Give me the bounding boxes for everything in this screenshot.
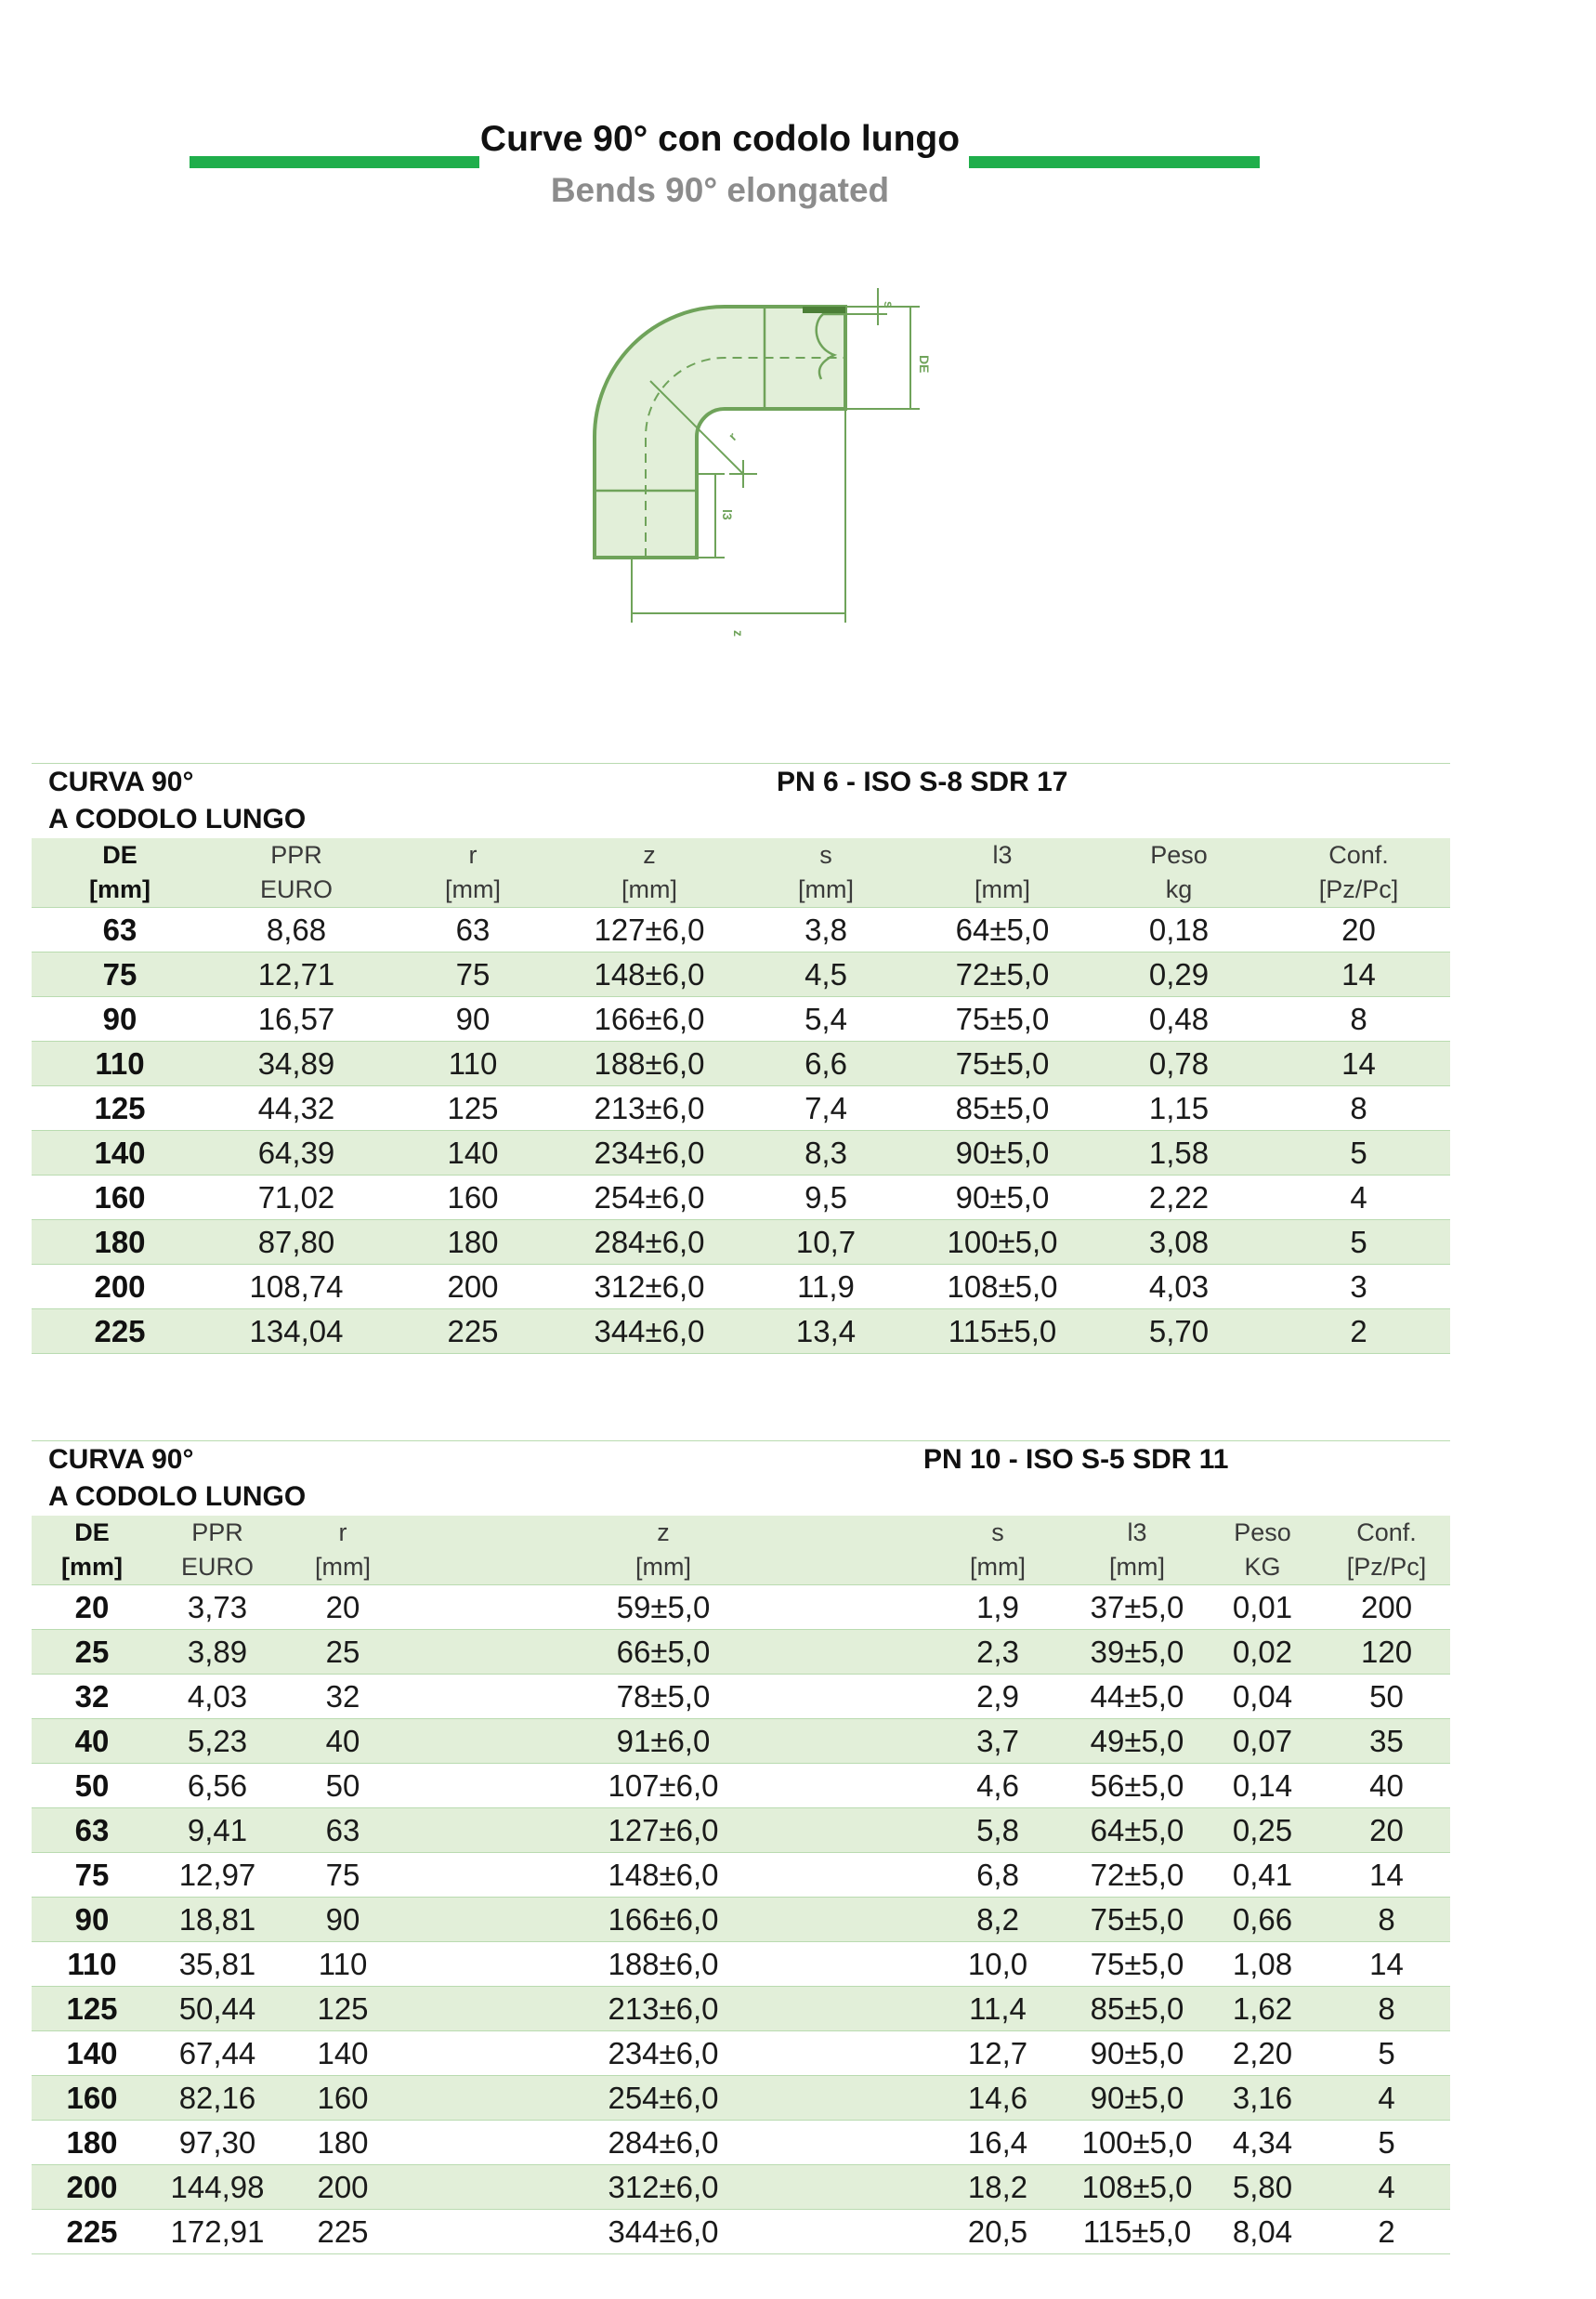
table-cell: 97,30: [152, 2121, 282, 2165]
table-cell: 234±6,0: [561, 1131, 738, 1176]
header-line: l3: [1127, 1518, 1147, 1546]
table-cell: 5,8: [923, 1808, 1072, 1853]
header-line: PPR: [270, 841, 322, 869]
header-line: Peso: [1234, 1518, 1291, 1546]
table-cell: 284±6,0: [561, 1220, 738, 1265]
table-cell: 0,01: [1202, 1585, 1323, 1630]
table-cell: 180: [32, 2121, 152, 2165]
table-cell: 4: [1323, 2076, 1450, 2121]
table-row: [32, 1086, 1450, 1131]
table-cell: 0,29: [1091, 952, 1267, 997]
column-header: [32, 838, 208, 908]
column-header: [32, 1516, 152, 1585]
table-cell: 14: [1323, 1942, 1450, 1987]
table-cell: 16,4: [923, 2121, 1072, 2165]
table-cell: 16,57: [208, 997, 385, 1042]
table-caption-2: A CODOLO LUNGO: [48, 1481, 307, 1512]
table-cell: 12,97: [152, 1853, 282, 1898]
table-row: [32, 1042, 1450, 1086]
table-cell: 8,2: [923, 1898, 1072, 1942]
header-line: EURO: [180, 1553, 254, 1581]
table-cell: 4,03: [152, 1675, 282, 1719]
table-cell: 172,91: [152, 2210, 282, 2254]
table-cell: 90: [32, 1898, 152, 1942]
table-cell: 12,71: [208, 952, 385, 997]
pressure-class: PN 10 - ISO S-5 SDR 11: [923, 1441, 1450, 1479]
table-cell: 1,08: [1202, 1942, 1323, 1987]
table-cell: 44,32: [208, 1086, 385, 1131]
table-cell: 75±5,0: [1072, 1898, 1202, 1942]
table-cell: 8: [1267, 1086, 1450, 1131]
table-row: [32, 2121, 1450, 2165]
table-cell: 2: [1267, 1309, 1450, 1354]
table-cell: 234±6,0: [403, 2031, 923, 2076]
table-cell: 14: [1267, 1042, 1450, 1086]
table-cell: 49±5,0: [1072, 1719, 1202, 1764]
table-cell: 115±5,0: [914, 1309, 1091, 1354]
table-cell: 200: [32, 2165, 152, 2210]
table-cell: 0,18: [1091, 908, 1267, 952]
table-cell: 9,5: [738, 1176, 914, 1220]
header-line: PPR: [191, 1518, 243, 1546]
header-line: [Pz/Pc]: [1346, 1553, 1427, 1581]
header-line: [mm]: [798, 875, 854, 903]
table-cell: 3,73: [152, 1585, 282, 1630]
table-cell: 2,20: [1202, 2031, 1323, 2076]
table-cell: 5,23: [152, 1719, 282, 1764]
header-line: [mm]: [970, 1553, 1026, 1581]
table-row: [32, 1265, 1450, 1309]
table-cell: 1,58: [1091, 1131, 1267, 1176]
table-cell: 75: [32, 1853, 152, 1898]
table-cell: 225: [385, 1309, 561, 1354]
table-cell: 85±5,0: [914, 1086, 1091, 1131]
table-cell: 85±5,0: [1072, 1987, 1202, 2031]
table-cell: 90±5,0: [914, 1176, 1091, 1220]
table-cell: 44±5,0: [1072, 1675, 1202, 1719]
table-cell: 90: [282, 1898, 403, 1942]
column-header: [923, 1516, 1072, 1585]
table-cell: 50: [32, 1764, 152, 1808]
column-header: [1072, 1516, 1202, 1585]
table-cell: 0,48: [1091, 997, 1267, 1042]
header-line: [mm]: [315, 1553, 371, 1581]
table-cell: 63: [385, 908, 561, 952]
header-line: z: [643, 841, 656, 869]
table-cell: 12,7: [923, 2031, 1072, 2076]
table-cell: 120: [1323, 1630, 1450, 1675]
table-cell: 108±5,0: [914, 1265, 1091, 1309]
table-cell: 3,7: [923, 1719, 1072, 1764]
table-cell: 108±5,0: [1072, 2165, 1202, 2210]
table-cell: 5,70: [1091, 1309, 1267, 1354]
table-cell: 6,6: [738, 1042, 914, 1086]
table-cell: 5: [1267, 1131, 1450, 1176]
table-cell: 1,9: [923, 1585, 1072, 1630]
table-row: [32, 1131, 1450, 1176]
table-cell: 2,22: [1091, 1176, 1267, 1220]
bend-body: [595, 307, 845, 558]
table-cell: 115±5,0: [1072, 2210, 1202, 2254]
table-row: [32, 997, 1450, 1042]
table-cell: 40: [1323, 1764, 1450, 1808]
table-cell: 344±6,0: [561, 1309, 738, 1354]
table-cell: 200: [1323, 1585, 1450, 1630]
table-cell: 75±5,0: [914, 997, 1091, 1042]
table-cell: 35,81: [152, 1942, 282, 1987]
table-cell: 10,0: [923, 1942, 1072, 1987]
table-body: [32, 908, 1450, 1354]
table-cell: 78±5,0: [403, 1675, 923, 1719]
table-cell: 3,08: [1091, 1220, 1267, 1265]
table-cell: 0,07: [1202, 1719, 1323, 1764]
column-header: [282, 1516, 403, 1585]
bend-drawing: [595, 301, 957, 650]
table-cell: 63: [282, 1808, 403, 1853]
table-cell: 64±5,0: [1072, 1808, 1202, 1853]
table-cell: 25: [32, 1630, 152, 1675]
table-cell: 148±6,0: [403, 1853, 923, 1898]
table-cell: 90±5,0: [1072, 2031, 1202, 2076]
table-cell: 1,62: [1202, 1987, 1323, 2031]
table-pn10: [32, 1440, 1450, 2254]
table-cell: 225: [32, 1309, 208, 1354]
header-line: s: [819, 841, 832, 869]
page-subtitle: Bends 90° elongated: [550, 171, 890, 209]
table-cell: 63: [32, 908, 208, 952]
column-header: [208, 838, 385, 908]
table-cell: 8: [1267, 997, 1450, 1042]
label-l3: l3: [720, 509, 735, 520]
table-cell: 312±6,0: [403, 2165, 923, 2210]
table-cell: 107±6,0: [403, 1764, 923, 1808]
table-row: [32, 1719, 1450, 1764]
table-cell: 90±5,0: [914, 1131, 1091, 1176]
table-cell: 5: [1323, 2031, 1450, 2076]
table-cell: 2,3: [923, 1630, 1072, 1675]
table-cell: 72±5,0: [914, 952, 1091, 997]
table-cell: 160: [32, 1176, 208, 1220]
table-cell: 13,4: [738, 1309, 914, 1354]
table-cell: 34,89: [208, 1042, 385, 1086]
table-row: [32, 1585, 1450, 1630]
table-cell: 4,6: [923, 1764, 1072, 1808]
header-line: z: [657, 1518, 670, 1546]
table-cell: 125: [385, 1086, 561, 1131]
column-headers: [32, 838, 1450, 908]
column-header: [1202, 1516, 1323, 1585]
table-row: [32, 1898, 1450, 1942]
table-cell: 3,16: [1202, 2076, 1323, 2121]
table-cell: 56±5,0: [1072, 1764, 1202, 1808]
table-cell: 180: [385, 1220, 561, 1265]
table-cell: 90: [385, 997, 561, 1042]
table-cell: 18,81: [152, 1898, 282, 1942]
table-cell: 18,2: [923, 2165, 1072, 2210]
table-cell: 0,66: [1202, 1898, 1323, 1942]
table-cell: 63: [32, 1808, 152, 1853]
table-cell: 144,98: [152, 2165, 282, 2210]
header-line: [mm]: [1109, 1553, 1165, 1581]
table-cell: 14: [1267, 952, 1450, 997]
table-cell: 25: [282, 1630, 403, 1675]
table-cell: 9,41: [152, 1808, 282, 1853]
header-line: [mm]: [89, 875, 150, 903]
table-cell: 3,8: [738, 908, 914, 952]
label-de: DE: [917, 355, 932, 374]
table-row: [32, 1987, 1450, 2031]
table-cell: 6,56: [152, 1764, 282, 1808]
table-cell: 225: [32, 2210, 152, 2254]
table-cell: 75: [32, 952, 208, 997]
table-cell: 188±6,0: [403, 1942, 923, 1987]
table-body: [32, 1585, 1450, 2254]
table-cell: 0,78: [1091, 1042, 1267, 1086]
table-cell: 20: [1267, 908, 1450, 952]
table-cell: 100±5,0: [914, 1220, 1091, 1265]
table-row: [32, 2165, 1450, 2210]
table-cell: 20: [282, 1585, 403, 1630]
table-cell: 50,44: [152, 1987, 282, 2031]
table-cell: 11,9: [738, 1265, 914, 1309]
table-cell: 0,25: [1202, 1808, 1323, 1853]
table-cell: 4,34: [1202, 2121, 1323, 2165]
table-cell: 110: [385, 1042, 561, 1086]
table-cell: 125: [32, 1987, 152, 2031]
table-cell: 20: [1323, 1808, 1450, 1853]
table-row: [32, 1309, 1450, 1354]
table-cell: 110: [32, 1042, 208, 1086]
table-row: [32, 1675, 1450, 1719]
column-headers: [32, 1516, 1450, 1585]
column-header: [152, 1516, 282, 1585]
table-cell: 10,7: [738, 1220, 914, 1265]
table-cell: 75: [282, 1853, 403, 1898]
table-cell: 140: [385, 1131, 561, 1176]
table-row: [32, 1176, 1450, 1220]
table-cell: 312±6,0: [561, 1265, 738, 1309]
page-title: Curve 90° con codolo lungo: [479, 119, 961, 159]
label-z: z: [731, 630, 746, 637]
table-caption-2: A CODOLO LUNGO: [48, 804, 307, 834]
column-header: [738, 838, 914, 908]
header-line: Conf.: [1356, 1518, 1417, 1546]
header-line: [mm]: [445, 875, 501, 903]
column-header: [561, 838, 738, 908]
table-row: [32, 1220, 1450, 1265]
table-cell: 2,9: [923, 1675, 1072, 1719]
table-cell: 4,03: [1091, 1265, 1267, 1309]
table-cell: 110: [32, 1942, 152, 1987]
table-cell: 254±6,0: [403, 2076, 923, 2121]
table-cell: 82,16: [152, 2076, 282, 2121]
table-row: [32, 908, 1450, 952]
table-cell: 8: [1323, 1987, 1450, 2031]
table-cell: 91±6,0: [403, 1719, 923, 1764]
table-row: [32, 1853, 1450, 1898]
table-cell: 0,41: [1202, 1853, 1323, 1898]
table-cell: 4: [1267, 1176, 1450, 1220]
table-cell: 5: [1323, 2121, 1450, 2165]
table-cell: 1,15: [1091, 1086, 1267, 1131]
header-line: DE: [102, 841, 137, 869]
table-cell: 166±6,0: [561, 997, 738, 1042]
header-line: kg: [1165, 875, 1193, 903]
table-cell: 180: [32, 1220, 208, 1265]
header-line: [Pz/Pc]: [1318, 875, 1399, 903]
table-cell: 160: [385, 1176, 561, 1220]
column-header: [1267, 838, 1450, 908]
table-cell: 200: [32, 1265, 208, 1309]
table-cell: 127±6,0: [561, 908, 738, 952]
header-line: [mm]: [621, 875, 677, 903]
header-line: [mm]: [975, 875, 1030, 903]
table-cell: 32: [32, 1675, 152, 1719]
table-cell: 108,74: [208, 1265, 385, 1309]
table-cell: 64±5,0: [914, 908, 1091, 952]
table-cell: 0,14: [1202, 1764, 1323, 1808]
table-cell: 5,4: [738, 997, 914, 1042]
table-row: [32, 2210, 1450, 2254]
table-cell: 148±6,0: [561, 952, 738, 997]
table-cell: 166±6,0: [403, 1898, 923, 1942]
table-cell: 67,44: [152, 2031, 282, 2076]
table-cell: 14,6: [923, 2076, 1072, 2121]
table-cell: 66±5,0: [403, 1630, 923, 1675]
table-cell: 127±6,0: [403, 1808, 923, 1853]
table-cell: 5,80: [1202, 2165, 1323, 2210]
table-cell: 284±6,0: [403, 2121, 923, 2165]
table-cell: 200: [282, 2165, 403, 2210]
table-row: [32, 1630, 1450, 1675]
table-cell: 134,04: [208, 1309, 385, 1354]
table-cell: 35: [1323, 1719, 1450, 1764]
column-header: [1323, 1516, 1450, 1585]
table-cell: 125: [32, 1086, 208, 1131]
table-cell: 8,04: [1202, 2210, 1323, 2254]
table-cell: 160: [282, 2076, 403, 2121]
table-cell: 100±5,0: [1072, 2121, 1202, 2165]
table-cell: 50: [282, 1764, 403, 1808]
table-cell: 90: [32, 997, 208, 1042]
table-cell: 90±5,0: [1072, 2076, 1202, 2121]
table-cell: 87,80: [208, 1220, 385, 1265]
table-cell: 225: [282, 2210, 403, 2254]
table-caption: CURVA 90°: [32, 1441, 923, 1479]
table-cell: 4,5: [738, 952, 914, 997]
table-cell: 64,39: [208, 1131, 385, 1176]
table-cell: 20: [32, 1585, 152, 1630]
table-row: [32, 2031, 1450, 2076]
header-line: EURO: [259, 875, 333, 903]
column-header: [403, 1516, 923, 1585]
table-caption: CURVA 90°: [32, 764, 738, 802]
table-cell: 39±5,0: [1072, 1630, 1202, 1675]
header-line: DE: [74, 1518, 110, 1546]
table-cell: 344±6,0: [403, 2210, 923, 2254]
table-row: [32, 1808, 1450, 1853]
header-line: r: [338, 1518, 347, 1546]
table-row: [32, 1764, 1450, 1808]
table-cell: 140: [32, 1131, 208, 1176]
header-line: KG: [1244, 1553, 1281, 1581]
table-cell: 20,5: [923, 2210, 1072, 2254]
table-cell: 3: [1267, 1265, 1450, 1309]
header-line: [mm]: [61, 1553, 123, 1581]
table-cell: 5: [1267, 1220, 1450, 1265]
table-cell: 59±5,0: [403, 1585, 923, 1630]
table-cell: 8: [1323, 1898, 1450, 1942]
header-line: r: [468, 841, 477, 869]
table-cell: 14: [1323, 1853, 1450, 1898]
table-cell: 140: [32, 2031, 152, 2076]
table-cell: 40: [282, 1719, 403, 1764]
header-line: l3: [992, 841, 1013, 869]
table-cell: 72±5,0: [1072, 1853, 1202, 1898]
label-s: s: [882, 301, 896, 309]
column-header: [385, 838, 561, 908]
table-cell: 2: [1323, 2210, 1450, 2254]
header-line: Conf.: [1328, 841, 1389, 869]
table-cell: 200: [385, 1265, 561, 1309]
column-header: [914, 838, 1091, 908]
label-r: r: [725, 428, 739, 444]
table-row: [32, 1942, 1450, 1987]
table-cell: 180: [282, 2121, 403, 2165]
table-cell: 75±5,0: [914, 1042, 1091, 1086]
table-cell: 50: [1323, 1675, 1450, 1719]
table-cell: 213±6,0: [403, 1987, 923, 2031]
table-cell: 3,89: [152, 1630, 282, 1675]
table-cell: 71,02: [208, 1176, 385, 1220]
header-line: s: [991, 1518, 1004, 1546]
table-cell: 8,3: [738, 1131, 914, 1176]
header-line: [mm]: [635, 1553, 691, 1581]
table-cell: 0,02: [1202, 1630, 1323, 1675]
table-cell: 213±6,0: [561, 1086, 738, 1131]
table-cell: 11,4: [923, 1987, 1072, 2031]
table-cell: 254±6,0: [561, 1176, 738, 1220]
header-line: Peso: [1150, 841, 1208, 869]
table-cell: 0,04: [1202, 1675, 1323, 1719]
table-cell: 4: [1323, 2165, 1450, 2210]
table-row: [32, 2076, 1450, 2121]
table-cell: 75±5,0: [1072, 1942, 1202, 1987]
table-cell: 7,4: [738, 1086, 914, 1131]
table-cell: 32: [282, 1675, 403, 1719]
table-row: [32, 952, 1450, 997]
table-pn6: [32, 763, 1450, 1354]
table-cell: 160: [32, 2076, 152, 2121]
table-cell: 140: [282, 2031, 403, 2076]
table-cell: 75: [385, 952, 561, 997]
table-cell: 125: [282, 1987, 403, 2031]
column-header: [1091, 838, 1267, 908]
table-cell: 6,8: [923, 1853, 1072, 1898]
pressure-class: PN 6 - ISO S-8 SDR 17: [738, 764, 1450, 802]
table-cell: 40: [32, 1719, 152, 1764]
table-cell: 37±5,0: [1072, 1585, 1202, 1630]
table-cell: 188±6,0: [561, 1042, 738, 1086]
table-cell: 110: [282, 1942, 403, 1987]
table-cell: 8,68: [208, 908, 385, 952]
